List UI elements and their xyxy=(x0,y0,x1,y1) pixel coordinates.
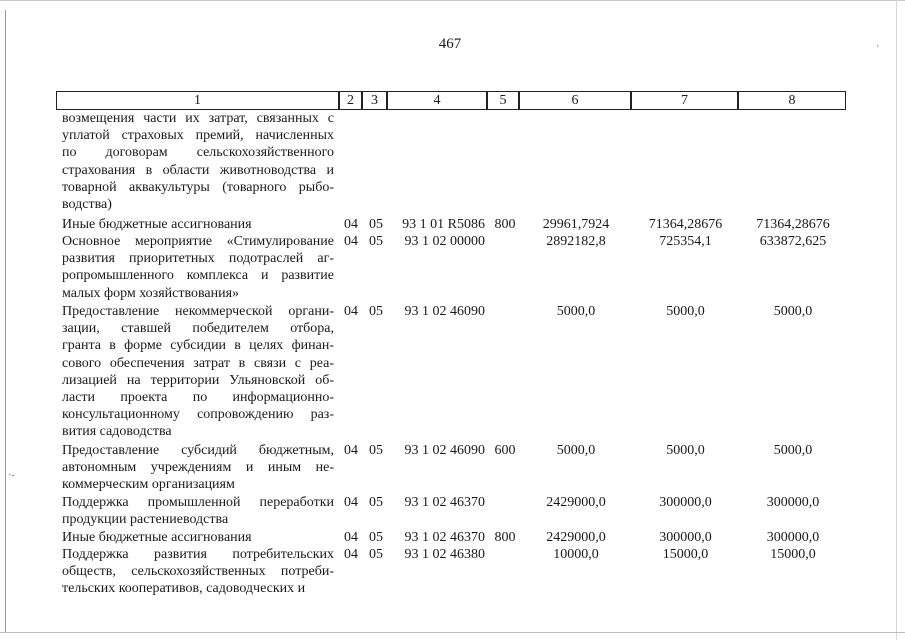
amount-col-6: 2429000,0 xyxy=(546,530,606,545)
description-line: зации, ставшей победителем отбора, xyxy=(62,321,334,337)
description-line: автономным учреждениям и иным не- xyxy=(62,460,334,476)
amount-col-6: 5000,0 xyxy=(556,443,596,458)
description-line: коммерческим организациям xyxy=(62,477,235,493)
row-description xyxy=(62,546,334,598)
amount-col-7: 15000,0 xyxy=(662,547,709,562)
row-description xyxy=(62,529,334,546)
row-description xyxy=(62,442,334,494)
description-line: ласти проекта по информационно- xyxy=(62,390,334,406)
amount-col-8: 5000,0 xyxy=(773,304,813,319)
expense-type-code: 800 xyxy=(494,217,516,232)
section-code: 04 xyxy=(344,234,358,249)
expense-type-code: 600 xyxy=(494,443,516,458)
column-header-5: 5 xyxy=(487,91,519,110)
description-line: консультационному сопровождению раз- xyxy=(62,407,334,423)
amount-col-8: 71364,28676 xyxy=(756,217,830,232)
amount-col-8: 15000,0 xyxy=(770,547,816,562)
amount-col-8: 300000,0 xyxy=(766,530,820,545)
column-header-2: 2 xyxy=(339,91,362,110)
subsection-code: 05 xyxy=(369,234,383,249)
description-line: Поддержка промышленной переработки xyxy=(62,495,334,510)
description-line: водства) xyxy=(62,197,112,213)
page-number: 467 xyxy=(438,36,462,52)
target-article-code: 93 1 02 00000 xyxy=(404,234,485,249)
amount-col-8: 633872,625 xyxy=(759,234,827,249)
amount-col-7: 5000,0 xyxy=(666,443,705,458)
description-line: Предоставление некоммерческой органи- xyxy=(62,304,334,319)
column-header-7: 7 xyxy=(631,91,738,110)
subsection-code: 05 xyxy=(369,443,383,458)
target-article-code: 93 1 01 R5086 xyxy=(402,217,485,232)
expense-type-code: 800 xyxy=(494,530,516,545)
description-line: Основное мероприятие «Стимулирование xyxy=(62,234,334,249)
description-line: обществ, сельскохозяйственных потреби- xyxy=(62,564,334,580)
column-header-1: 1 xyxy=(56,91,339,110)
subsection-code: 05 xyxy=(369,304,383,319)
amount-col-6: 2892182,8 xyxy=(546,234,606,249)
subsection-code: 05 xyxy=(369,217,383,232)
column-header-6: 6 xyxy=(519,91,631,110)
column-header-8: 8 xyxy=(738,91,846,110)
description-line: ропромышленного комплекса и развитие xyxy=(62,268,334,284)
scan-border-bottom xyxy=(0,632,905,633)
description-line: Предоставление субсидий бюджетным, xyxy=(62,443,334,458)
row-description xyxy=(62,494,334,528)
target-article-code: 93 1 02 46090 xyxy=(404,443,485,458)
description-line: уплатой страховых премий, начисленных xyxy=(62,128,334,144)
description-line: по договорам сельскохозяйственного xyxy=(62,145,334,161)
description-line: развития приоритетных подотраслей аг- xyxy=(62,251,334,267)
section-code: 04 xyxy=(344,530,358,545)
amount-col-6: 10000,0 xyxy=(553,547,599,562)
scan-border-left xyxy=(5,10,6,632)
subsection-code: 05 xyxy=(369,547,383,562)
section-code: 04 xyxy=(344,217,358,232)
amount-col-8: 300000,0 xyxy=(766,495,820,510)
column-header-3: 3 xyxy=(362,91,387,110)
section-code: 04 xyxy=(344,495,358,510)
amount-col-7: 725354,1 xyxy=(659,234,712,249)
description-line: гранта в форме субсидии в целях финан- xyxy=(62,338,334,354)
target-article-code: 93 1 02 46370 xyxy=(404,495,485,510)
amount-col-6: 29961,7924 xyxy=(542,217,610,232)
description-line: страхования в области животноводства и xyxy=(62,162,334,178)
subsection-code: 05 xyxy=(369,495,383,510)
description-line: лизацией на территории Ульяновской об- xyxy=(62,372,334,388)
description-line: товарной аквакультуры (товарного рыбо- xyxy=(62,179,334,195)
scan-speck: ' xyxy=(877,44,879,55)
target-article-code: 93 1 02 46380 xyxy=(404,547,485,562)
row-description xyxy=(62,303,334,441)
section-code: 04 xyxy=(344,443,358,458)
amount-col-7: 5000,0 xyxy=(666,304,705,319)
description-line: сового обеспечения затрат в связи с реа- xyxy=(62,355,334,371)
target-article-code: 93 1 02 46090 xyxy=(404,304,485,319)
row-description xyxy=(62,216,334,233)
amount-col-6: 5000,0 xyxy=(556,304,596,319)
amount-col-7: 71364,28676 xyxy=(648,217,723,232)
column-header-4: 4 xyxy=(387,91,487,110)
subsection-code: 05 xyxy=(369,530,383,545)
scan-border-right xyxy=(896,0,897,640)
description-line: Поддержка развития потребительских xyxy=(62,547,334,562)
section-code: 04 xyxy=(344,547,358,562)
description-line: Иные бюджетные ассигнования xyxy=(62,217,252,232)
description-line: малых форм хозяйствования» xyxy=(62,285,240,301)
description-line: тельских кооперативов, садоводческих и xyxy=(62,581,306,597)
amount-col-7: 300000,0 xyxy=(659,495,712,510)
row-description xyxy=(62,110,334,213)
target-article-code: 93 1 02 46370 xyxy=(404,530,485,545)
amount-col-6: 2429000,0 xyxy=(546,495,606,510)
row-description xyxy=(62,233,334,302)
description-line: возмещения части их затрат, связанных с xyxy=(62,111,334,126)
scan-speck: ·- xyxy=(8,470,15,481)
section-code: 04 xyxy=(344,304,358,319)
description-line: вития садоводства xyxy=(62,424,172,440)
description-line: продукции растениеводства xyxy=(62,512,229,528)
amount-col-8: 5000,0 xyxy=(773,443,813,458)
description-line: Иные бюджетные ассигнования xyxy=(62,530,252,545)
amount-col-7: 300000,0 xyxy=(659,530,712,545)
